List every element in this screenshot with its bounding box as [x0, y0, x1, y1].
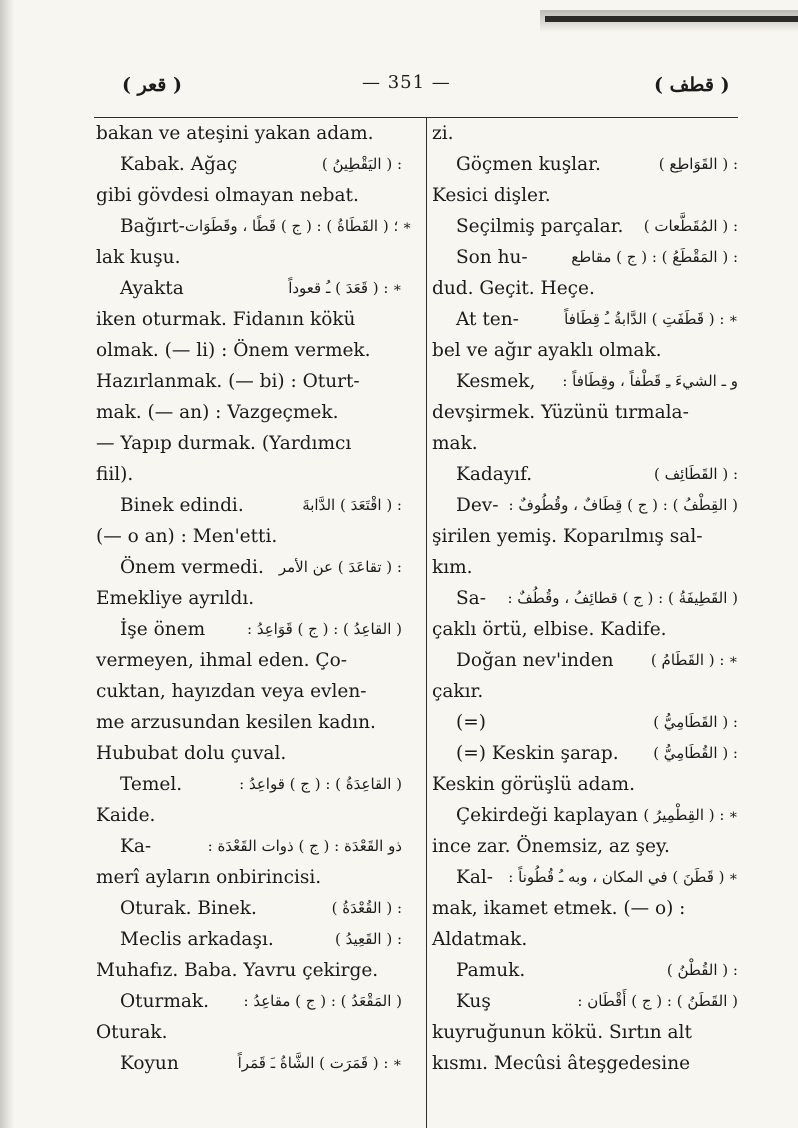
dictionary-line: [96, 273, 402, 304]
entry-text: Kabak. Ağaç: [120, 154, 238, 175]
entry-text: mak, ikamet etmek. (— o) :: [432, 898, 686, 919]
entry-text: merî ayların onbirincisi.: [96, 867, 322, 888]
arabic-headword: ( المَقْعَدُ ) : ( ج ) مقاعِدُ :: [243, 992, 402, 1010]
dictionary-line: [432, 118, 738, 149]
arabic-headword: : ( اليَقْطِينُ ): [321, 155, 402, 173]
dictionary-line: [432, 800, 738, 831]
dictionary-line: [432, 242, 738, 273]
entry-text: Meclis arkadaşı.: [120, 929, 274, 950]
arabic-headword: ( القاعِدَةُ ) : ( ج ) قواعِدُ :: [239, 775, 402, 793]
dictionary-line: [432, 614, 738, 645]
entry-text: bel ve ağır ayaklı olmak.: [432, 340, 662, 361]
entry-text: Oturak.: [96, 1022, 168, 1043]
arabic-headword: و ـ الشيءَ ـِ قَطْفاً ، وقِطَافاً :: [562, 372, 738, 390]
dictionary-line: [96, 366, 402, 397]
entry-text: bakan ve ateşini yakan adam.: [96, 123, 374, 144]
dictionary-line: [96, 800, 402, 831]
entry-text: (— o an) : Men'etti.: [96, 526, 278, 547]
entry-text: — Yapıp durmak. (Yardımcı: [96, 433, 352, 454]
arabic-headword: : ( المَقْطَعُ ) : ( ج ) مقاطع: [571, 248, 738, 266]
star-marker-icon: ∗: [728, 807, 738, 823]
dictionary-line: [96, 955, 402, 986]
arabic-headword: : ( تقاعَدَ ) عن الأمر: [278, 558, 402, 576]
entry-text: kısmı. Mecûsi âteşgedesine: [432, 1053, 691, 1074]
entry-text: Ka-: [120, 836, 152, 857]
entry-text: lak kuşu.: [96, 247, 181, 268]
dictionary-line: [432, 1048, 738, 1079]
arabic-headword: : ( القَوَاطِع ): [658, 155, 738, 173]
dictionary-line: [432, 180, 738, 211]
star-marker-icon: ∗: [728, 652, 738, 668]
arabic-headword: : ( المُقَطَّعات ): [643, 217, 738, 235]
entry-text: şirilen yemiş. Koparılmış sal-: [432, 526, 703, 547]
entry-text: dud. Geçit. Heçe.: [432, 278, 595, 299]
entry-text: me arzusundan kesilen kadın.: [96, 712, 376, 733]
star-marker-icon: ∗: [392, 280, 402, 296]
dictionary-line: [96, 676, 402, 707]
header-right-root: ( قطف ): [654, 74, 730, 96]
entry-text: Kaide.: [96, 805, 156, 826]
dictionary-line: [432, 893, 738, 924]
dictionary-line: [96, 924, 402, 955]
dictionary-line: [96, 986, 402, 1017]
header-left-root: ( قعر ): [122, 74, 182, 96]
dictionary-line: [96, 583, 402, 614]
dictionary-line: [432, 831, 738, 862]
column-divider: [426, 118, 427, 1128]
dictionary-line: [96, 304, 402, 335]
entry-text: gibi gövdesi olmayan nebat.: [96, 185, 359, 206]
dictionary-line: [96, 490, 402, 521]
dictionary-line: [96, 428, 402, 459]
entry-text: Doğan nev'inden: [456, 650, 614, 671]
arabic-headword: : ( القَعِيدُ ): [334, 930, 402, 948]
entry-text: çaklı örtü, elbise. Kadife.: [432, 619, 667, 640]
entry-text: Dev-: [456, 495, 499, 516]
page-number: — 351 —: [362, 72, 451, 93]
arabic-headword: : ( القَطَائِف ): [654, 465, 738, 483]
dictionary-line: [432, 149, 738, 180]
arabic-headword: : ( القُعْدَةُ ): [331, 899, 402, 917]
entry-text: devşirmek. Yüzünü tırmala-: [432, 402, 689, 423]
dictionary-line: [432, 335, 738, 366]
entry-text: Keskin görüşlü adam.: [432, 774, 635, 795]
arabic-headword: ( قَطَنَ ) في المكان ، وبه ـُ قُطُوناً :: [508, 868, 725, 886]
arabic-headword: ( القَطِيفَةُ ) : ( ج ) قطائِفُ ، وقُطُفٌ :: [507, 589, 738, 607]
entry-text: Aldatmak.: [432, 929, 528, 950]
star-marker-icon: ∗: [728, 869, 738, 885]
dictionary-line: [96, 614, 402, 645]
dictionary-line: [96, 1017, 402, 1048]
arabic-headword: ذو القَعْدَة : ( ج ) ذوات القَعْدَة :: [207, 837, 402, 855]
arabic-headword: ( القِطْفُ ) : ( ج ) قِطَافٌ ، وقُطُوفٌ :: [508, 496, 738, 514]
dictionary-line: [96, 118, 402, 149]
dictionary-line: [96, 862, 402, 893]
entry-text: Bağırt-: [120, 216, 185, 237]
entry-text: Oturak. Binek.: [120, 898, 257, 919]
entry-text: Emekliye ayrıldı.: [96, 588, 255, 609]
dictionary-line: [432, 1017, 738, 1048]
entry-text: Temel.: [120, 774, 183, 795]
entry-text: Pamuk.: [456, 960, 526, 981]
dictionary-line: [96, 242, 402, 273]
dictionary-line: [432, 490, 738, 521]
right-column: [432, 118, 738, 1079]
entry-text: (=) Keskin şarap.: [456, 743, 619, 764]
entry-text: cuktan, hayızdan veya evlen-: [96, 681, 367, 702]
entry-text: zi.: [432, 123, 454, 144]
entry-text: Önem vermedi.: [120, 557, 264, 578]
dictionary-line: [96, 769, 402, 800]
dictionary-line: [96, 211, 412, 242]
entry-text: Çekirdeği kaplayan: [456, 805, 638, 826]
dictionary-line: [96, 707, 402, 738]
dictionary-line: [432, 273, 738, 304]
dictionary-line: [432, 645, 738, 676]
entry-text: Kesici dişler.: [432, 185, 551, 206]
entry-text: Kadayıf.: [456, 464, 533, 485]
entry-text: Göçmen kuşlar.: [456, 154, 601, 175]
dictionary-line: [96, 645, 402, 676]
arabic-headword: : ( اقْتَعَدَ ) الدَّابةَ: [302, 496, 402, 514]
dictionary-line: [432, 707, 738, 738]
dictionary-line: [96, 335, 402, 366]
dictionary-line: [432, 366, 738, 397]
dictionary-line: [432, 459, 738, 490]
arabic-headword: : ( القُطْنُ ): [666, 961, 738, 979]
dictionary-line: [432, 924, 738, 955]
dictionary-line: [432, 552, 738, 583]
arabic-headword: : ( القُطَامِيُّ ): [653, 744, 738, 762]
dictionary-line: [432, 397, 738, 428]
dictionary-line: [96, 459, 402, 490]
arabic-headword: : ( القَطَامِيُّ ): [653, 713, 738, 731]
dictionary-line: [432, 211, 738, 242]
dictionary-line: [96, 738, 402, 769]
dictionary-line: [432, 769, 738, 800]
entry-text: fiil).: [96, 464, 134, 485]
scan-top-bar: [545, 16, 798, 22]
star-marker-icon: ∗: [402, 218, 412, 234]
entry-text: Oturmak.: [120, 991, 210, 1012]
dictionary-line: [96, 521, 402, 552]
entry-text: Sa-: [456, 588, 486, 609]
star-marker-icon: ∗: [728, 311, 738, 327]
arabic-headword: : ( القَطَامُ ): [650, 651, 725, 669]
arabic-headword: ؛ ( القَطَاةُ ) : ( ج ) قَطًا ، وقَطَوَات: [184, 217, 399, 235]
entry-text: mak.: [432, 433, 478, 454]
entry-text: At ten-: [456, 309, 519, 330]
entry-text: vermeyen, ihmal eden. Ço-: [96, 650, 347, 671]
arabic-headword: ( القَطَنُ ) : ( ج ) أَقْطَان :: [577, 992, 738, 1010]
dictionary-line: [432, 738, 738, 769]
dictionary-line: [96, 149, 402, 180]
entry-text: Hazırlanmak. (— bi) : Oturt-: [96, 371, 360, 392]
entry-text: Koyun: [120, 1053, 179, 1074]
entry-text: olmak. (— li) : Önem vermek.: [96, 340, 371, 361]
dictionary-line: [432, 676, 738, 707]
dictionary-line: [432, 521, 738, 552]
dictionary-line: [96, 552, 402, 583]
entry-text: Hububat dolu çuval.: [96, 743, 287, 764]
arabic-headword: : ( قَعَدَ ) ـُ قعوداً: [288, 279, 389, 297]
entry-text: Kuş: [456, 991, 491, 1012]
dictionary-line: [96, 893, 402, 924]
arabic-headword: : ( قَطَفَتِ ) الدَّابةُ ـُ قِطَافاً: [564, 310, 725, 328]
entry-text: Muhafız. Baba. Yavru çekirge.: [96, 960, 379, 981]
dictionary-line: [96, 1048, 402, 1079]
dictionary-line: [432, 955, 738, 986]
entry-text: Binek edindi.: [120, 495, 244, 516]
arabic-headword: : ( قَمَرَت ) الشَّاةُ ـَ قَمَراً: [237, 1054, 389, 1072]
arabic-headword: : ( القِطْمِيرُ ): [643, 806, 725, 824]
entry-text: Ayakta: [120, 278, 184, 299]
arabic-headword: ( القاعِدُ ) : ( ج ) قَوَاعِدُ :: [247, 620, 402, 638]
entry-text: ince zar. Önemsiz, az şey.: [432, 836, 670, 857]
page-edge-shadow: [0, 0, 14, 1128]
star-marker-icon: ∗: [392, 1055, 402, 1071]
dictionary-line: [96, 831, 402, 862]
entry-text: çakır.: [432, 681, 484, 702]
left-column: [96, 118, 412, 1079]
dictionary-line: [432, 862, 738, 893]
entry-text: kım.: [432, 557, 473, 578]
entry-text: Seçilmiş parçalar.: [456, 216, 624, 237]
dictionary-line: [432, 583, 738, 614]
entry-text: Son hu-: [456, 247, 528, 268]
dictionary-line: [432, 428, 738, 459]
entry-text: İşe önem: [120, 619, 206, 640]
dictionary-line: [96, 397, 402, 428]
dictionary-line: [432, 986, 738, 1017]
entry-text: Kesmek,: [456, 371, 536, 392]
entry-text: mak. (— an) : Vazgeçmek.: [96, 402, 339, 423]
entry-text: (=): [456, 712, 486, 733]
entry-text: Kal-: [456, 867, 494, 888]
entry-text: iken oturmak. Fidanın kökü: [96, 309, 356, 330]
dictionary-line: [432, 304, 738, 335]
entry-text: kuyruğunun kökü. Sırtın alt: [432, 1022, 692, 1043]
dictionary-line: [96, 180, 402, 211]
